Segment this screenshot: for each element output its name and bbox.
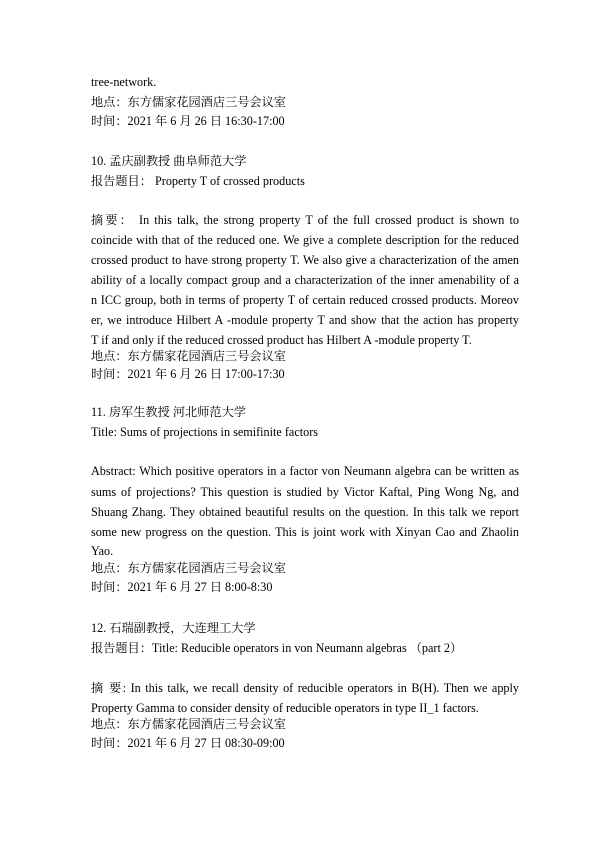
talk-11-time: 时间：2021 年 6 月 27 日 8:00-8:30 — [91, 580, 273, 594]
talk-11-speaker: 11. 房军生教授 河北师范大学 — [91, 405, 246, 419]
talk-11-location: 地点：东方儒家花园酒店三号会议室 — [91, 561, 286, 575]
talk-11-abstract-line: Abstract: Which positive operators in a factor von Neumann algebra can be written as — [91, 464, 519, 478]
talk-10-abstract-line: coincide with that of the reduced one. We give a complete description for the reduced — [91, 233, 519, 247]
talk-10-abstract-line: er, we introduce Hilbert A -module property T and show that the action has property — [91, 313, 519, 327]
talk-11-abstract-line: Shuang Zhang. They obtained beautiful results on the question. In this talk we report — [91, 505, 519, 519]
prev-time: 时间：2021 年 6 月 26 日 16:30-17:00 — [91, 114, 285, 128]
talk-11-abstract-line: Yao. — [91, 544, 114, 558]
talk-10-abstract-line: 摘要： In this talk, the strong property T of the full crossed product is shown to — [91, 213, 519, 227]
talk-11-abstract-line: sums of projections? This question is studied by Victor Kaftal, Ping Wong Ng, and — [91, 485, 519, 499]
talk-10-abstract-line: n ICC group, both in terms of property T of certain reduced crossed products. Moreov — [91, 293, 519, 307]
talk-10-location: 地点：东方儒家花园酒店三号会议室 — [91, 349, 286, 363]
talk-12-time: 时间：2021 年 6 月 27 日 08:30-09:00 — [91, 736, 285, 750]
talk-10-title: 报告题目： Property T of crossed products — [91, 174, 305, 188]
talk-12-abstract-line: Property Gamma to consider density of reducible operators in type II_1 factors. — [91, 701, 479, 715]
talk-11-title: Title: Sums of projections in semifinite factors — [91, 425, 319, 439]
talk-11-abstract-line: some new progress on the question. This is joint work with Xinyan Cao and Zhaolin — [91, 525, 519, 539]
prev-abstract-tail: tree-network. — [91, 75, 157, 89]
talk-10-time: 时间：2021 年 6 月 26 日 17:00-17:30 — [91, 367, 285, 381]
talk-12-abstract-line: 摘 要: In this talk, we recall density of reducible operators in B(H). Then we apply — [91, 681, 519, 695]
talk-12-location: 地点：东方儒家花园酒店三号会议室 — [91, 717, 286, 731]
talk-10-abstract-line: crossed product to have strong property T. We also give a characterization of the amen — [91, 253, 519, 267]
talk-12-speaker: 12. 石瑞副教授，大连理工大学 — [91, 621, 256, 635]
talk-10-speaker: 10. 孟庆副教授 曲阜师范大学 — [91, 154, 247, 168]
talk-10-abstract-line: T if and only if the reduced crossed product has Hilbert A -module property T. — [91, 333, 472, 347]
talk-12-title: 报告题目：Title: Reducible operators in von Neumann algebras （part 2） — [91, 641, 463, 655]
prev-location: 地点：东方儒家花园酒店三号会议室 — [91, 95, 286, 109]
talk-10-abstract-line: ability of a locally compact group and a characterization of the inner amenability of a — [91, 273, 519, 287]
